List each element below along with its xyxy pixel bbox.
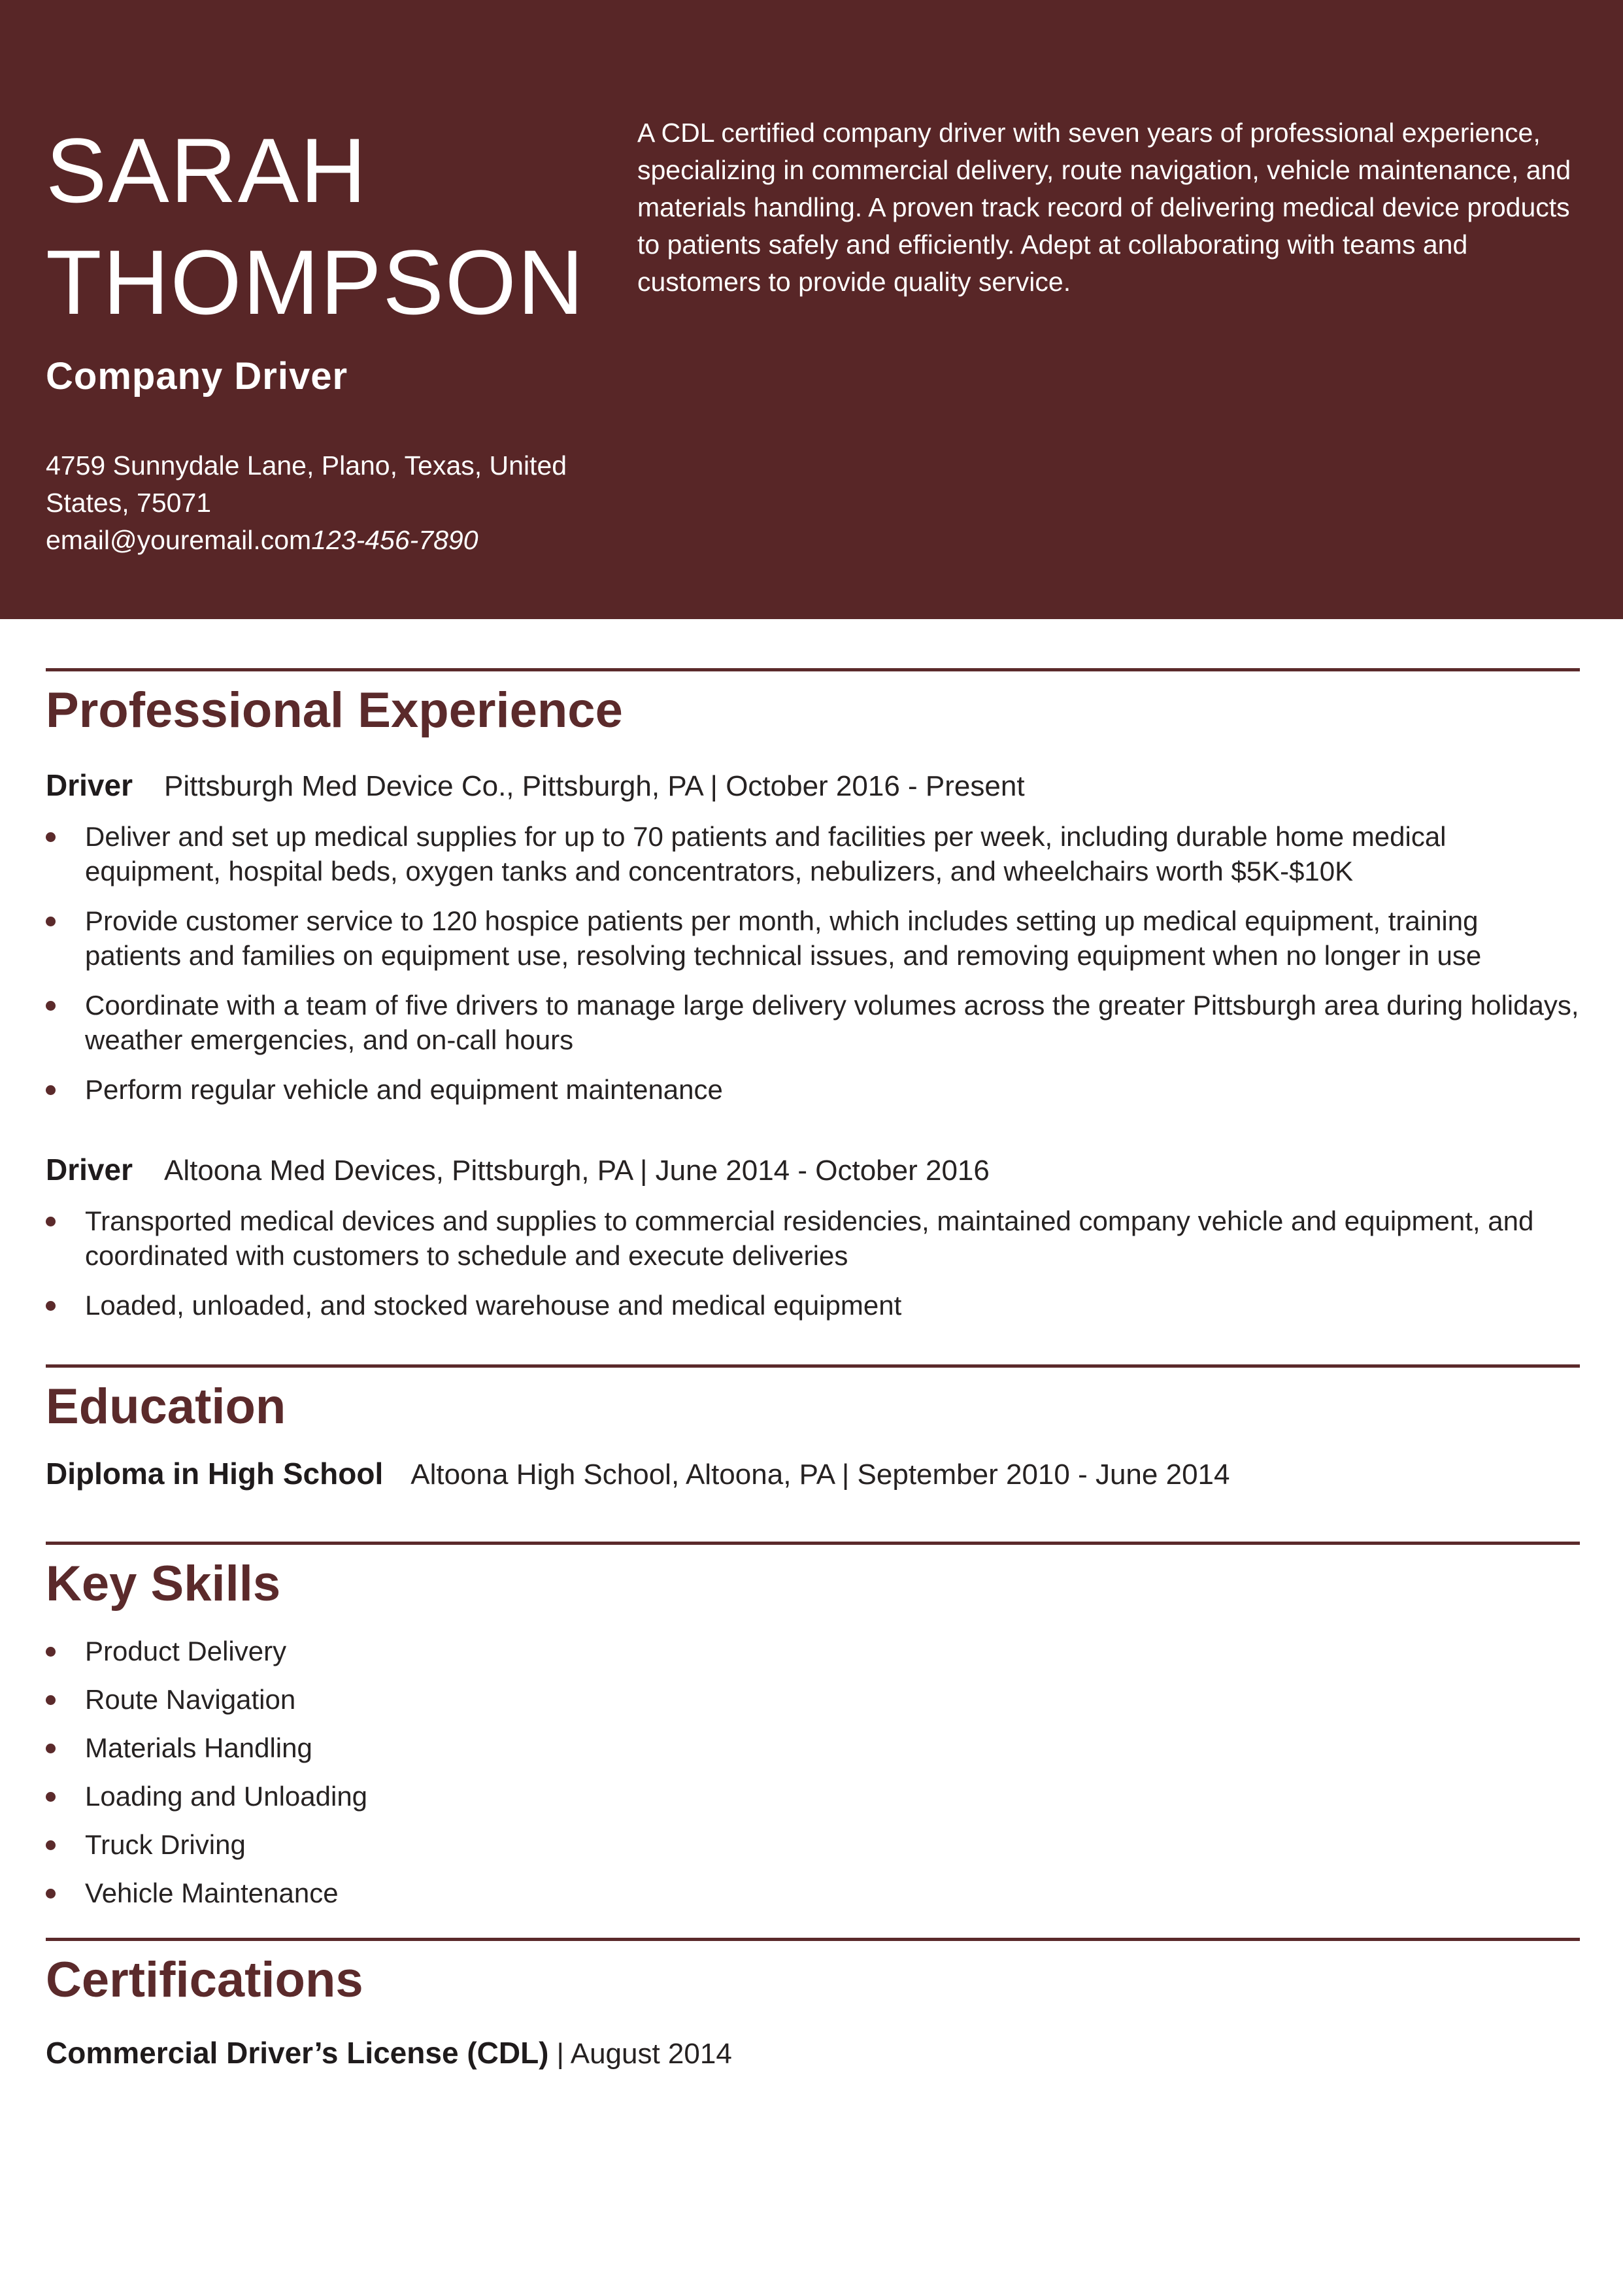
- bullet-dot-icon: [46, 832, 56, 842]
- job-entry: [46, 768, 1580, 1107]
- bullet-item: [46, 988, 1580, 1057]
- section-divider: [46, 1938, 1580, 1941]
- job-meta: Altoona Med Devices, Pittsburgh, PA | June 2014 - October 2016: [163, 1155, 990, 1187]
- job-entry: [46, 1153, 1580, 1323]
- bullet-text: Perform regular vehicle and equipment maintenance: [85, 1074, 723, 1105]
- phone-text: 123-456-7890: [311, 525, 478, 555]
- bullet-text: Coordinate with a team of five drivers to manage large delivery volumes across the greater Pittsburgh area during holidays, weather emergencies, and on-call hours: [85, 990, 1579, 1055]
- bullet-text: Loaded, unloaded, and stocked warehouse and medical equipment: [85, 1290, 902, 1321]
- bullet-dot-icon: [46, 1647, 56, 1657]
- address-line-1: 4759 Sunnydale Lane, Plano, Texas, United: [46, 450, 567, 481]
- section-experience: [46, 668, 1580, 1323]
- person-name: [46, 114, 598, 338]
- skills-list: [46, 1634, 1580, 1910]
- bullet-item: [46, 903, 1580, 973]
- certification-name: Commercial Driver’s License (CDL): [46, 2036, 549, 2070]
- bullet-text: Provide customer service to 120 hospice patients per month, which includes setting up medical equipment, training patients and families on equipment use, resolving technical issues, and removing equipment when no longer in use: [85, 905, 1482, 971]
- skill-item: [46, 1876, 1580, 1910]
- job-bullet-list: [46, 819, 1580, 1107]
- skill-item: [46, 1730, 1580, 1765]
- bullet-dot-icon: [46, 1001, 56, 1011]
- section-divider: [46, 1542, 1580, 1545]
- section-heading-experience: Professional Experience: [46, 683, 623, 738]
- name-line-1: SARAH: [46, 119, 368, 222]
- summary-text: A CDL certified company driver with seven years of professional experience, specializing in commercial delivery, route navigation, vehicle maintenance, and materials handling. A proven track record of delivering medical device products to patients safely and efficiently. Adept at collaborating with teams and customers to provide quality service.: [637, 118, 1571, 297]
- email-text: email@youremail.com: [46, 525, 312, 555]
- bullet-dot-icon: [46, 1085, 56, 1095]
- section-divider: [46, 668, 1580, 671]
- section-education: [46, 1364, 1580, 1492]
- address-line-2: States, 75071: [46, 488, 212, 518]
- bullet-dot-icon: [46, 1792, 56, 1802]
- skill-text: Product Delivery: [85, 1636, 287, 1666]
- skill-item: [46, 1634, 1580, 1668]
- section-skills: [46, 1542, 1580, 1910]
- job-bullet-list: [46, 1204, 1580, 1323]
- skill-item: [46, 1682, 1580, 1717]
- bullet-dot-icon: [46, 1217, 56, 1226]
- skill-text: Route Navigation: [85, 1684, 296, 1715]
- bullet-dot-icon: [46, 1744, 56, 1753]
- bullet-dot-icon: [46, 1695, 56, 1705]
- bullet-item: [46, 1072, 1580, 1107]
- header-left-column: [46, 114, 598, 619]
- bullet-dot-icon: [46, 1840, 56, 1850]
- degree-name: Diploma in High School: [46, 1457, 384, 1491]
- name-line-2: THOMPSON: [46, 231, 585, 333]
- bullet-dot-icon: [46, 1889, 56, 1899]
- section-certifications: [46, 1938, 1580, 2071]
- person-job-title: Company Driver: [46, 355, 348, 397]
- skill-text: Vehicle Maintenance: [85, 1878, 339, 1908]
- contact-block: [46, 447, 598, 559]
- job-meta: Pittsburgh Med Device Co., Pittsburgh, PA | October 2016 - Present: [163, 770, 1025, 802]
- skill-text: Truck Driving: [85, 1829, 246, 1860]
- bullet-text: Transported medical devices and supplies to commercial residencies, maintained company vehicle and equipment, and coordinated with customers to schedule and execute deliveries: [85, 1206, 1534, 1271]
- bullet-dot-icon: [46, 1301, 56, 1311]
- education-entry: [46, 1457, 1580, 1492]
- certification-entry: [46, 2036, 1580, 2071]
- job-role: Driver: [46, 1153, 133, 1187]
- job-header: [46, 768, 1580, 803]
- header-right-column: [637, 114, 1580, 619]
- bullet-text: Deliver and set up medical supplies for up to 70 patients and facilities per week, including durable home medical equipment, hospital beds, oxygen tanks and concentrators, nebulizers, and wheelchairs worth $5K-$10K: [85, 821, 1447, 886]
- certification-meta: | August 2014: [556, 2038, 732, 2070]
- bullet-item: [46, 1204, 1580, 1273]
- bullet-item: [46, 819, 1580, 888]
- resume-body: [0, 668, 1623, 2071]
- job-role: Driver: [46, 768, 133, 802]
- section-heading-certifications: Certifications: [46, 1952, 363, 2008]
- bullet-dot-icon: [46, 917, 56, 926]
- skill-item: [46, 1827, 1580, 1862]
- contact-line: [46, 522, 598, 559]
- section-heading-education: Education: [46, 1379, 286, 1434]
- degree-meta: Altoona High School, Altoona, PA | September 2010 - June 2014: [410, 1459, 1230, 1491]
- header-banner: [0, 0, 1623, 619]
- section-heading-skills: Key Skills: [46, 1556, 281, 1612]
- job-header: [46, 1153, 1580, 1188]
- section-divider: [46, 1364, 1580, 1368]
- skill-text: Loading and Unloading: [85, 1781, 368, 1812]
- bullet-item: [46, 1288, 1580, 1323]
- skill-text: Materials Handling: [85, 1732, 312, 1763]
- skill-item: [46, 1779, 1580, 1814]
